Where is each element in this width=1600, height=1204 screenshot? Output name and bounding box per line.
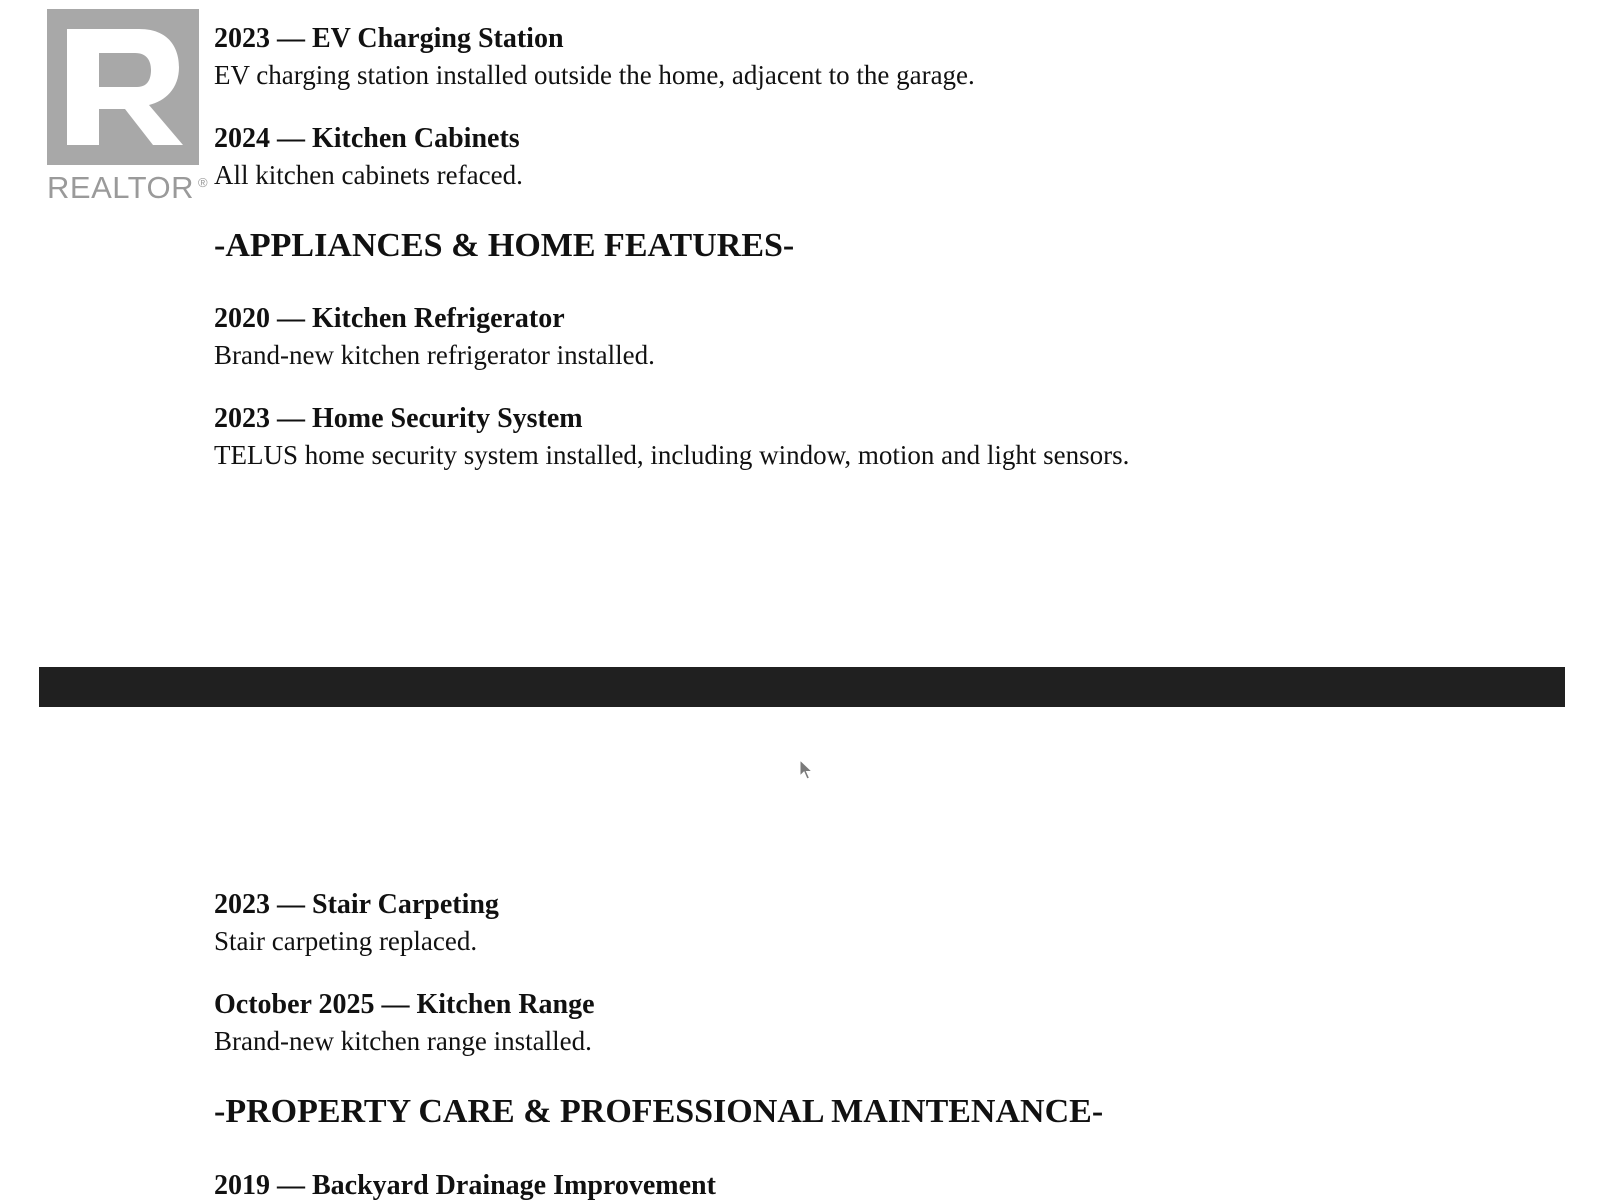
entry-description: TELUS home security system installed, including window, motion and light sensors. [214,440,1130,470]
entry-title: 2024 — Kitchen Cabinets [214,123,520,154]
entry-description: All kitchen cabinets refaced. [214,160,523,190]
realtor-wordmark: REALTOR [47,170,195,205]
entry-description: EV charging station installed outside the home, adjacent to the garage. [214,60,975,90]
entry-title: 2020 — Kitchen Refrigerator [214,303,565,334]
entry-title: 2019 — Backyard Drainage Improvement [214,1170,716,1201]
entry-kitchen-range [214,987,1554,1059]
entry-backyard-drainage [214,1168,1554,1204]
entry-title: 2023 — Stair Carpeting [214,889,499,920]
entry-kitchen-cabinets [214,121,1554,193]
entry-description: Stair carpeting replaced. [214,926,478,956]
entry-title: October 2025 — Kitchen Range [214,989,595,1020]
realtor-logo [47,9,213,204]
entry-stair-carpeting [214,887,1554,959]
registered-mark: ® [198,175,208,190]
page-break-divider [39,667,1565,707]
entry-title: 2023 — Home Security System [214,403,583,434]
entry-refrigerator [214,301,1554,373]
mouse-pointer-icon [799,759,815,781]
entry-description: Brand-new kitchen refrigerator installed. [214,340,655,370]
section-heading-property-care: -PROPERTY CARE & PROFESSIONAL MAINTENANCE- [214,1093,1104,1130]
entry-ev-charging [214,21,1554,93]
section-heading-appliances: -APPLIANCES & HOME FEATURES- [214,227,795,264]
entry-title: 2023 — EV Charging Station [214,23,564,54]
realtor-r-mark-icon [47,9,199,165]
entry-home-security [214,401,1554,473]
entry-description: Brand-new kitchen range installed. [214,1026,592,1056]
